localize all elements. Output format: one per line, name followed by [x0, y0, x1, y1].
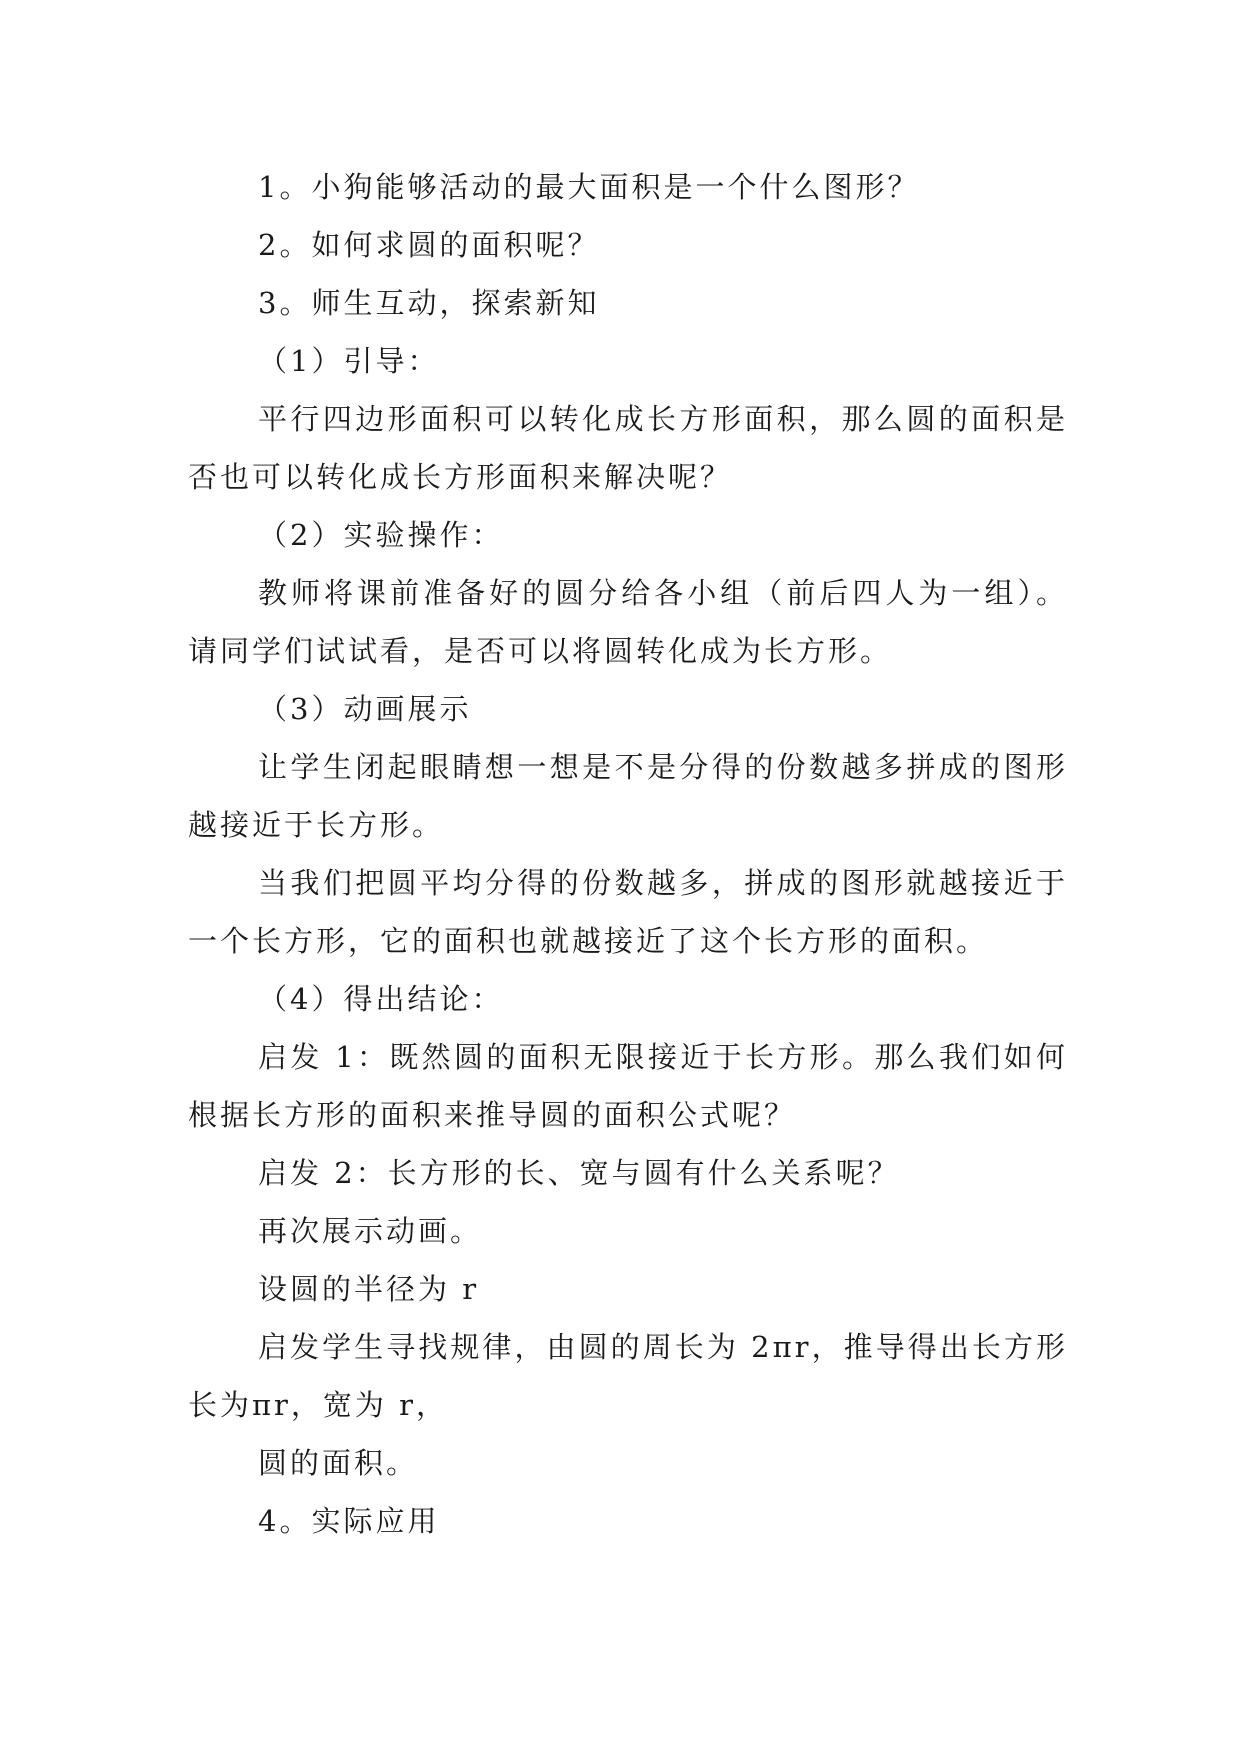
- paragraph: 平行四边形面积可以转化成长方形面积，那么圆的面积是否也可以转化成长方形面积来解决呢？: [188, 402, 1068, 494]
- paragraph: 再次展示动画。: [258, 1214, 483, 1248]
- step-2-heading: （2）实验操作：: [258, 518, 504, 552]
- step-4-heading: （4）得出结论：: [258, 982, 504, 1016]
- paragraph: 启发学生寻找规律，由圆的周长为 2πr，推导得出长方形长为πr，宽为 r，: [188, 1330, 1068, 1422]
- section-4-heading: 4。实际应用: [258, 1504, 440, 1538]
- paragraph: 让学生闭起眼睛想一想是不是分得的份数越多拼成的图形越接近于长方形。: [188, 750, 1068, 842]
- section-3-heading: 3。师生互动，探索新知: [258, 286, 600, 320]
- step-1-heading: （1）引导：: [258, 344, 440, 378]
- paragraph: 启发 1：既然圆的面积无限接近于长方形。那么我们如何根据长方形的面积来推导圆的面积公式呢？: [188, 1040, 1068, 1132]
- question-2: 2。如何求圆的面积呢？: [258, 228, 600, 262]
- paragraph: 教师将课前准备好的圆分给各小组（前后四人为一组）。请同学们试试看，是否可以将圆转化成为长方形。: [188, 576, 1068, 668]
- question-1: 1。小狗能够活动的最大面积是一个什么图形？: [258, 170, 920, 204]
- step-3-heading: （3）动画展示: [258, 692, 472, 726]
- paragraph: 启发 2：长方形的长、宽与圆有什么关系呢？: [258, 1156, 900, 1190]
- document-body: [188, 158, 1068, 1550]
- paragraph: 圆的面积。: [258, 1446, 419, 1480]
- paragraph: 设圆的半径为 r: [258, 1272, 480, 1306]
- paragraph: 当我们把圆平均分得的份数越多，拼成的图形就越接近于一个长方形，它的面积也就越接近了这个长方形的面积。: [188, 866, 1068, 958]
